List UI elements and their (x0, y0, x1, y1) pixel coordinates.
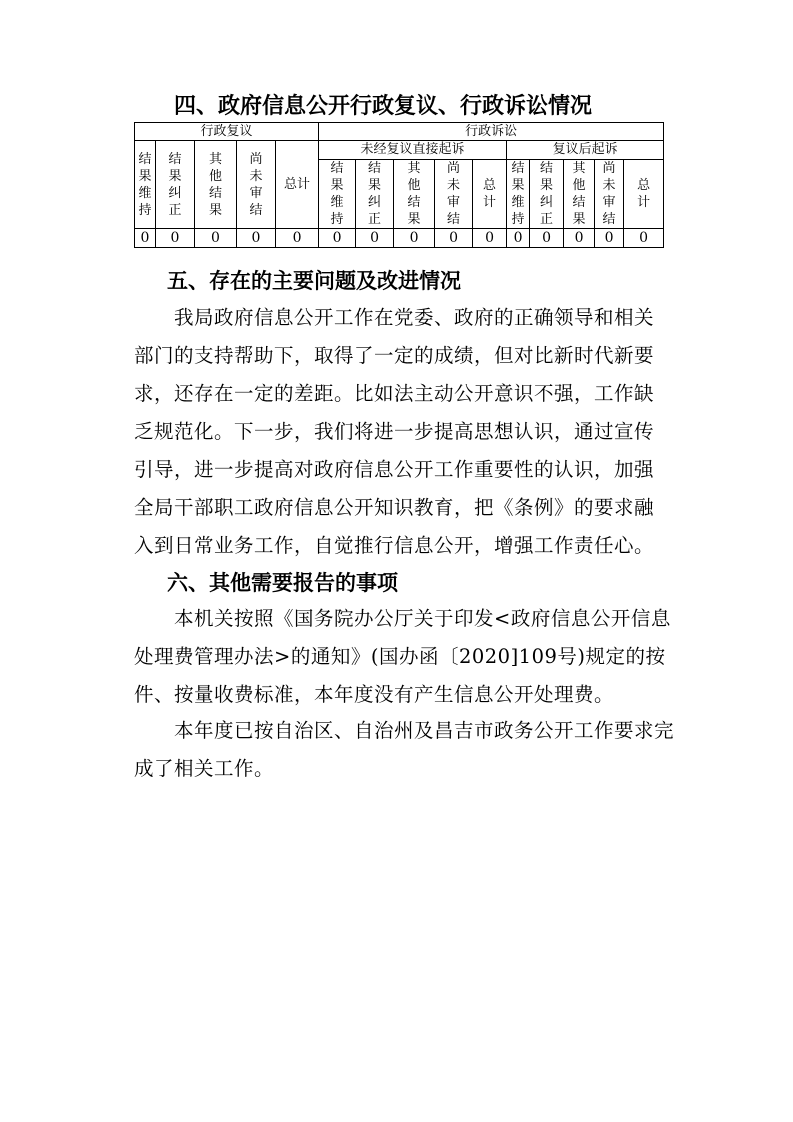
header-admin-litigation: 行政诉讼 (319, 123, 664, 141)
table-cell: 0 (435, 229, 473, 248)
paragraph-completion (134, 712, 694, 788)
section-title-other-matters: 六、其他需要报告的事项 (167, 571, 398, 595)
header-after-other: 其他结果 (564, 160, 595, 229)
table-cell: 0 (564, 229, 595, 248)
table-cell: 0 (276, 229, 319, 248)
section-title-review-litigation: 四、政府信息公开行政复议、行政诉讼情况 (174, 94, 593, 119)
paragraph-line: 乏规范化。下一步，我们将进一步提高思想认识，通过宣传 (134, 420, 655, 443)
table-cell: 0 (156, 229, 195, 248)
review-litigation-table (134, 122, 664, 248)
header-direct-total: 总计 (473, 160, 507, 229)
header-review-corrected: 结果纠正 (156, 141, 195, 229)
header-direct-pending: 尚未审结 (435, 160, 473, 229)
paragraph-line: 部门的支持帮助下，取得了一定的成绩，但对比新时代新要 (134, 344, 655, 367)
paragraph-fees (134, 600, 694, 714)
header-review-other: 其他结果 (195, 141, 237, 229)
header-after-pending: 尚未审结 (595, 160, 624, 229)
header-review-total: 总计 (276, 141, 319, 229)
paragraph-problems (134, 299, 694, 565)
paragraph-line: 引导，进一步提高对政府信息公开工作重要性的认识，加强 (134, 458, 655, 481)
paragraph-line: 我局政府信息公开工作在党委、政府的正确领导和相关 (134, 306, 655, 329)
table-cell: 0 (195, 229, 237, 248)
table-cell: 0 (135, 229, 156, 248)
section-title-problems: 五、存在的主要问题及改进情况 (167, 269, 461, 293)
header-after-corrected: 结果纠正 (530, 160, 564, 229)
table-cell: 0 (507, 229, 530, 248)
header-review-upheld: 结果维持 (135, 141, 156, 229)
header-suit-after-review: 复议后起诉 (507, 141, 664, 160)
table-cell: 0 (319, 229, 356, 248)
paragraph-line: 处理费管理办法>的通知》(国办函〔2020]109号)规定的按 (134, 645, 666, 668)
table-cell: 0 (595, 229, 624, 248)
header-direct-other: 其他结果 (394, 160, 435, 229)
header-direct-corrected: 结果纠正 (356, 160, 394, 229)
paragraph-line: 本机关按照《国务院办公厅关于印发<政府信息公开信息 (134, 607, 671, 630)
header-direct-suit: 未经复议直接起诉 (319, 141, 507, 160)
paragraph-line: 成了相关工作。 (134, 757, 275, 780)
table-cell: 0 (356, 229, 394, 248)
table-cell: 0 (473, 229, 507, 248)
paragraph-line: 求，还存在一定的差距。比如法主动公开意识不强，工作缺 (134, 382, 655, 405)
header-admin-review: 行政复议 (135, 123, 319, 141)
table-cell: 0 (394, 229, 435, 248)
header-after-total: 总计 (624, 160, 664, 229)
paragraph-line: 全局干部职工政府信息公开知识教育，把《条例》的要求融 (134, 496, 655, 519)
table-cell: 0 (237, 229, 276, 248)
header-direct-upheld: 结果维持 (319, 160, 356, 229)
paragraph-line: 本年度已按自治区、自治州及昌吉市政务公开工作要求完 (134, 719, 675, 742)
header-after-upheld: 结果维持 (507, 160, 530, 229)
header-review-pending: 尚未审结 (237, 141, 276, 229)
paragraph-line: 件、按量收费标准，本年度没有产生信息公开处理费。 (134, 683, 615, 706)
table-cell: 0 (624, 229, 664, 248)
paragraph-line: 入到日常业务工作，自觉推行信息公开，增强工作责任心。 (134, 534, 655, 557)
table-cell: 0 (530, 229, 564, 248)
